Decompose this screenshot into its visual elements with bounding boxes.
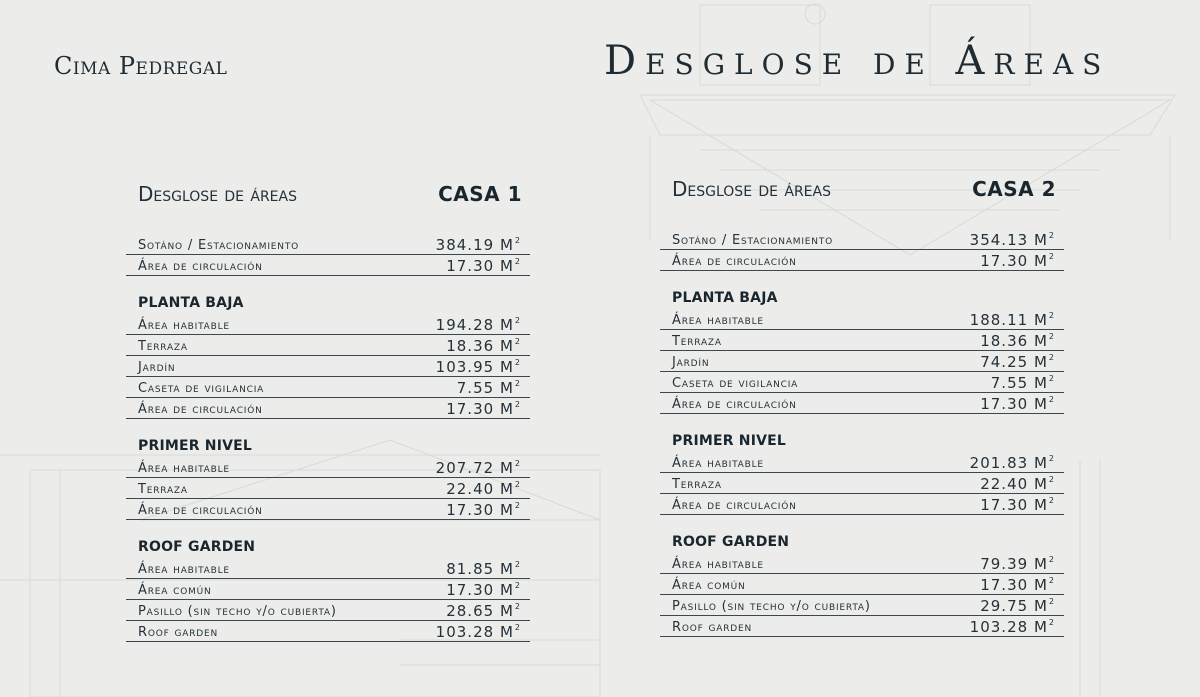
row-value xyxy=(980,576,1054,594)
row-value xyxy=(436,236,520,254)
area-number: 22.40 xyxy=(980,475,1029,493)
row-label: Área de circulación xyxy=(138,259,263,274)
row-label: Jardín xyxy=(672,355,710,370)
row-value xyxy=(436,358,520,376)
unit-label: M xyxy=(1033,332,1048,350)
row-label: Caseta de vigilancia xyxy=(138,381,265,396)
table-header xyxy=(126,182,530,208)
unit-label: M xyxy=(499,602,514,620)
unit-superscript: 2 xyxy=(1048,395,1054,404)
area-number: 103.95 xyxy=(435,358,495,376)
unit-label: M xyxy=(499,358,514,376)
row-value xyxy=(980,252,1054,270)
area-number: 207.72 xyxy=(435,459,495,477)
unit-label: M xyxy=(499,501,514,519)
row-value xyxy=(446,400,520,418)
row-value xyxy=(457,379,520,397)
unit-label: M xyxy=(499,337,514,355)
table-header xyxy=(660,177,1064,203)
unit-superscript: 2 xyxy=(1048,353,1054,362)
table-row xyxy=(126,255,530,276)
row-label: Área habitable xyxy=(138,461,230,476)
row-value xyxy=(446,602,520,620)
unit-label: M xyxy=(1033,353,1048,371)
unit-superscript: 2 xyxy=(1048,496,1054,505)
row-value xyxy=(436,623,520,641)
unit-superscript: 2 xyxy=(514,581,520,590)
row-value xyxy=(980,597,1054,615)
unit-label: M xyxy=(1033,454,1048,472)
table-body xyxy=(660,229,1064,637)
unit-superscript: 2 xyxy=(514,358,520,367)
table-row xyxy=(660,309,1064,330)
row-label: Área de circulación xyxy=(138,402,263,417)
area-number: 17.30 xyxy=(446,400,495,418)
row-label: Jardín xyxy=(138,360,176,375)
unit-label: M xyxy=(1033,395,1048,413)
area-number: 18.36 xyxy=(446,337,495,355)
row-value xyxy=(980,496,1054,514)
table-row xyxy=(126,600,530,621)
area-number: 194.28 xyxy=(435,316,495,334)
unit-superscript: 2 xyxy=(514,236,520,245)
area-number: 7.55 xyxy=(456,379,495,397)
row-label: Terraza xyxy=(138,339,188,354)
row-value xyxy=(446,560,520,578)
unit-superscript: 2 xyxy=(1048,374,1054,383)
area-number: 17.30 xyxy=(980,395,1029,413)
row-value xyxy=(446,501,520,519)
unit-label: M xyxy=(499,257,514,275)
row-value xyxy=(980,555,1054,573)
unit-superscript: 2 xyxy=(514,602,520,611)
table-row xyxy=(660,574,1064,595)
row-label: Roof garden xyxy=(138,625,219,640)
row-value xyxy=(436,316,520,334)
section-heading: PLANTA BAJA xyxy=(138,295,244,311)
table-row xyxy=(660,616,1064,637)
area-number: 81.85 xyxy=(446,560,495,578)
area-number: 17.30 xyxy=(980,576,1029,594)
unit-label: M xyxy=(1033,311,1048,329)
row-value xyxy=(970,231,1054,249)
unit-label: M xyxy=(1033,618,1048,636)
unit-label: M xyxy=(1033,475,1048,493)
row-label: Terraza xyxy=(672,477,722,492)
row-label: Área de circulación xyxy=(138,503,263,518)
area-number: 22.40 xyxy=(446,480,495,498)
casa-label: CASA 1 xyxy=(438,182,522,206)
row-value xyxy=(980,475,1054,493)
table-body xyxy=(126,234,530,642)
table-row xyxy=(126,558,530,579)
table-row xyxy=(660,372,1064,393)
unit-superscript: 2 xyxy=(514,623,520,632)
row-value xyxy=(446,581,520,599)
unit-label: M xyxy=(499,379,514,397)
unit-superscript: 2 xyxy=(514,316,520,325)
unit-label: M xyxy=(1033,555,1048,573)
row-value xyxy=(436,459,520,477)
table-row xyxy=(126,356,530,377)
table-row xyxy=(660,351,1064,372)
row-value xyxy=(980,353,1054,371)
table-row xyxy=(126,457,530,478)
area-number: 7.55 xyxy=(990,374,1029,392)
row-label: Área habitable xyxy=(138,562,230,577)
table-row xyxy=(660,553,1064,574)
unit-label: M xyxy=(499,480,514,498)
area-number: 188.11 xyxy=(969,311,1029,329)
row-label: Área de circulación xyxy=(672,254,797,269)
area-number: 17.30 xyxy=(446,501,495,519)
unit-label: M xyxy=(499,581,514,599)
row-label: Área común xyxy=(138,583,212,598)
table-row xyxy=(660,229,1064,250)
row-value xyxy=(970,454,1054,472)
table-row xyxy=(660,452,1064,473)
area-number: 18.36 xyxy=(980,332,1029,350)
table-row xyxy=(126,234,530,255)
unit-superscript: 2 xyxy=(1048,576,1054,585)
unit-superscript: 2 xyxy=(514,560,520,569)
unit-superscript: 2 xyxy=(514,337,520,346)
table-row xyxy=(126,377,530,398)
area-table-casa-2 xyxy=(660,177,1064,637)
row-value xyxy=(991,374,1054,392)
unit-superscript: 2 xyxy=(1048,454,1054,463)
section-heading: PLANTA BAJA xyxy=(672,290,778,306)
area-number: 17.30 xyxy=(446,257,495,275)
table-row xyxy=(660,494,1064,515)
area-number: 103.28 xyxy=(435,623,495,641)
area-number: 17.30 xyxy=(446,581,495,599)
row-label: Terraza xyxy=(138,482,188,497)
unit-superscript: 2 xyxy=(514,480,520,489)
table-row xyxy=(660,473,1064,494)
table-row xyxy=(660,330,1064,351)
table-subtitle: Desglose de áreas xyxy=(672,177,831,201)
area-number: 201.83 xyxy=(969,454,1029,472)
area-number: 28.65 xyxy=(446,602,495,620)
unit-superscript: 2 xyxy=(1048,311,1054,320)
table-row xyxy=(126,579,530,600)
row-label: Área de circulación xyxy=(672,397,797,412)
section-heading: PRIMER NIVEL xyxy=(138,438,253,454)
row-value xyxy=(970,618,1054,636)
unit-superscript: 2 xyxy=(1048,231,1054,240)
area-number: 29.75 xyxy=(980,597,1029,615)
row-label: Área habitable xyxy=(672,557,764,572)
table-row xyxy=(660,393,1064,414)
unit-label: M xyxy=(499,236,514,254)
row-label: Roof garden xyxy=(672,620,753,635)
table-row xyxy=(126,499,530,520)
unit-superscript: 2 xyxy=(1048,475,1054,484)
section-heading: ROOF GARDEN xyxy=(672,534,790,550)
unit-label: M xyxy=(1033,252,1048,270)
area-number: 17.30 xyxy=(980,252,1029,270)
row-value xyxy=(446,337,520,355)
unit-superscript: 2 xyxy=(1048,618,1054,627)
unit-superscript: 2 xyxy=(1048,252,1054,261)
row-label: Área común xyxy=(672,578,746,593)
table-subtitle: Desglose de áreas xyxy=(138,182,297,206)
area-number: 354.13 xyxy=(969,231,1029,249)
table-row xyxy=(126,335,530,356)
row-value xyxy=(980,395,1054,413)
unit-label: M xyxy=(1033,496,1048,514)
unit-superscript: 2 xyxy=(514,400,520,409)
unit-label: M xyxy=(499,459,514,477)
row-value xyxy=(970,311,1054,329)
unit-label: M xyxy=(499,400,514,418)
unit-label: M xyxy=(1033,231,1048,249)
unit-superscript: 2 xyxy=(1048,555,1054,564)
row-value xyxy=(446,480,520,498)
section-heading: ROOF GARDEN xyxy=(138,539,256,555)
brand-logo-text: Cima Pedregal xyxy=(54,52,228,80)
row-value xyxy=(446,257,520,275)
area-table-casa-1 xyxy=(126,182,530,642)
area-number: 74.25 xyxy=(980,353,1029,371)
unit-superscript: 2 xyxy=(1048,332,1054,341)
section-heading: PRIMER NIVEL xyxy=(672,433,787,449)
unit-label: M xyxy=(499,623,514,641)
unit-label: M xyxy=(1033,576,1048,594)
row-label: Sotáno / Estacionamiento xyxy=(672,233,834,248)
row-label: Área de circulación xyxy=(672,498,797,513)
row-label: Terraza xyxy=(672,334,722,349)
row-label: Área habitable xyxy=(672,313,764,328)
unit-label: M xyxy=(1033,374,1048,392)
casa-label: CASA 2 xyxy=(972,177,1056,201)
row-label: Sotáno / Estacionamiento xyxy=(138,238,300,253)
row-label: Área habitable xyxy=(138,318,230,333)
unit-label: M xyxy=(499,316,514,334)
page-title: Desglose de Áreas xyxy=(604,38,1111,84)
area-number: 79.39 xyxy=(980,555,1029,573)
unit-superscript: 2 xyxy=(514,459,520,468)
row-label: Área habitable xyxy=(672,456,764,471)
unit-label: M xyxy=(499,560,514,578)
unit-label: M xyxy=(1033,597,1048,615)
table-row xyxy=(126,398,530,419)
table-row xyxy=(126,478,530,499)
unit-superscript: 2 xyxy=(514,501,520,510)
area-number: 384.19 xyxy=(435,236,495,254)
area-number: 103.28 xyxy=(969,618,1029,636)
row-value xyxy=(980,332,1054,350)
table-row xyxy=(126,314,530,335)
row-label: Pasillo (sin techo y/o cubierta) xyxy=(672,599,871,614)
row-label: Pasillo (sin techo y/o cubierta) xyxy=(138,604,337,619)
area-number: 17.30 xyxy=(980,496,1029,514)
table-row xyxy=(126,621,530,642)
unit-superscript: 2 xyxy=(514,379,520,388)
row-label: Caseta de vigilancia xyxy=(672,376,799,391)
unit-superscript: 2 xyxy=(514,257,520,266)
table-row xyxy=(660,595,1064,616)
unit-superscript: 2 xyxy=(1048,597,1054,606)
table-row xyxy=(660,250,1064,271)
